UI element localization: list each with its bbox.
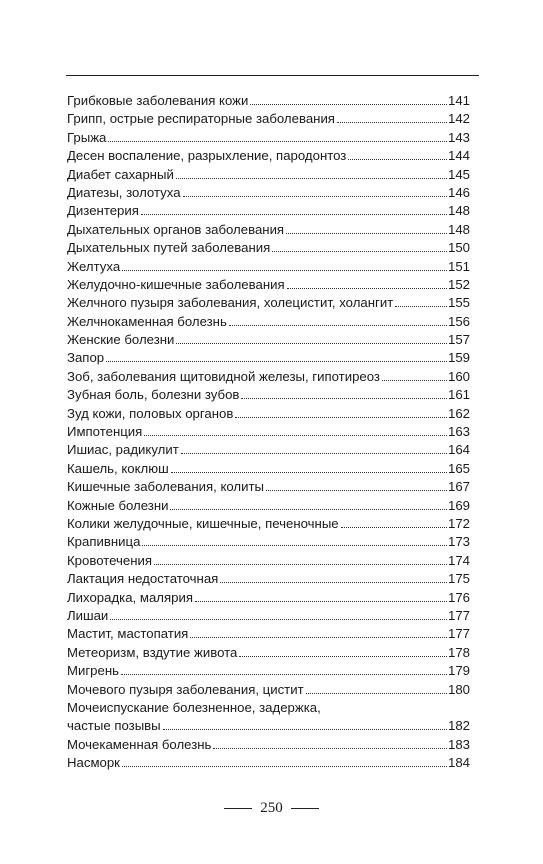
toc-entry-line bbox=[67, 405, 470, 423]
dot-leader bbox=[272, 242, 447, 252]
toc-entry-page: 184 bbox=[447, 755, 470, 771]
toc-entry-line bbox=[67, 552, 470, 570]
toc-entry-page: 155 bbox=[447, 295, 470, 311]
page-number: 250 bbox=[260, 800, 283, 816]
dot-leader bbox=[181, 444, 447, 454]
toc-entry-page: 182 bbox=[447, 718, 470, 734]
toc-entry bbox=[67, 313, 470, 331]
dot-leader bbox=[241, 389, 447, 399]
toc-entry-title: Зуд кожи, половых органов bbox=[67, 405, 234, 421]
dot-leader bbox=[286, 224, 447, 234]
toc-entry bbox=[67, 552, 470, 570]
toc-entry-title: Желудочно-кишечные заболевания bbox=[67, 276, 285, 292]
toc-entry-title: Метеоризм, вздутие живота bbox=[67, 644, 238, 660]
dot-leader bbox=[239, 647, 447, 657]
dot-leader bbox=[110, 610, 447, 620]
toc-entry-page: 173 bbox=[447, 534, 470, 550]
dot-leader bbox=[220, 573, 447, 583]
dot-leader bbox=[195, 592, 447, 602]
dot-leader bbox=[213, 739, 447, 749]
toc-entry-title: Желтуха bbox=[67, 258, 121, 274]
footer-dash-left bbox=[224, 808, 252, 809]
toc-entry-line bbox=[67, 276, 470, 294]
toc-entry-line bbox=[67, 736, 470, 754]
toc-entry-title: Мочеиспускание болезненное, задержка, bbox=[67, 699, 321, 715]
toc-entry bbox=[67, 625, 470, 643]
toc-entry-title: Кожные болезни bbox=[67, 497, 169, 513]
toc-entry-title: Кровотечения bbox=[67, 552, 153, 568]
toc-entry-page: 144 bbox=[447, 148, 470, 164]
toc-entry bbox=[67, 221, 470, 239]
toc-entry bbox=[67, 129, 470, 147]
toc-entry bbox=[67, 166, 470, 184]
dot-leader bbox=[229, 316, 447, 326]
toc-entry bbox=[67, 460, 470, 478]
dot-leader bbox=[163, 720, 447, 730]
dot-leader bbox=[171, 463, 447, 473]
toc-entry-page: 150 bbox=[447, 240, 470, 256]
toc-entry-line bbox=[67, 754, 470, 772]
dot-leader bbox=[108, 132, 447, 142]
toc-entry-title: Колики желудочные, кишечные, печеночные bbox=[67, 515, 339, 531]
toc-entry-line bbox=[67, 662, 470, 680]
toc-entry-title: Ишиас, радикулит bbox=[67, 442, 179, 458]
toc-entry-page: 161 bbox=[447, 387, 470, 403]
toc-entry-line bbox=[67, 386, 470, 404]
toc-entry-page: 177 bbox=[447, 607, 470, 623]
toc-entry-page: 165 bbox=[447, 460, 470, 476]
toc-entry-page: 159 bbox=[447, 350, 470, 366]
page-footer bbox=[0, 800, 543, 817]
toc-entry-line bbox=[67, 717, 470, 735]
table-of-contents bbox=[67, 92, 470, 772]
toc-entry bbox=[67, 423, 470, 441]
toc-entry bbox=[67, 754, 470, 772]
toc-entry-title-continued: частые позывы bbox=[67, 718, 161, 734]
header-rule bbox=[66, 75, 479, 76]
toc-entry bbox=[67, 184, 470, 202]
dot-leader bbox=[170, 500, 447, 510]
toc-entry-page: 167 bbox=[447, 479, 470, 495]
toc-entry-line bbox=[67, 460, 470, 478]
toc-entry-line bbox=[67, 147, 470, 165]
dot-leader bbox=[141, 205, 447, 215]
toc-entry-line bbox=[67, 681, 470, 699]
toc-entry-title: Дизентерия bbox=[67, 203, 139, 219]
toc-entry-page: 146 bbox=[447, 184, 470, 200]
toc-entry-line bbox=[67, 515, 470, 533]
toc-entry-line bbox=[67, 313, 470, 331]
toc-entry-title: Мочекаменная болезнь bbox=[67, 736, 212, 752]
toc-entry bbox=[67, 331, 470, 349]
toc-entry-page: 180 bbox=[447, 681, 470, 697]
toc-entry-title: Грипп, острые респираторные заболевания bbox=[67, 111, 335, 127]
toc-entry bbox=[67, 736, 470, 754]
toc-entry bbox=[67, 515, 470, 533]
toc-entry-title: Зубная боль, болезни зубов bbox=[67, 387, 240, 403]
toc-entry-line bbox=[67, 110, 470, 128]
toc-entry-page: 162 bbox=[447, 405, 470, 421]
toc-entry bbox=[67, 497, 470, 515]
toc-entry-page: 163 bbox=[447, 424, 470, 440]
toc-entry bbox=[67, 349, 470, 367]
toc-entry-page: 174 bbox=[447, 552, 470, 568]
toc-entry bbox=[67, 570, 470, 588]
toc-entry-line bbox=[67, 644, 470, 662]
toc-entry-line bbox=[67, 607, 470, 625]
toc-entry-page: 148 bbox=[447, 203, 470, 219]
toc-entry-line bbox=[67, 92, 470, 110]
toc-entry-title: Мигрень bbox=[67, 663, 119, 679]
toc-entry-title: Импотенция bbox=[67, 424, 143, 440]
toc-entry-line bbox=[67, 570, 470, 588]
dot-leader bbox=[121, 665, 447, 675]
toc-entry-page: 143 bbox=[447, 129, 470, 145]
toc-entry-title: Насморк bbox=[67, 755, 120, 771]
dot-leader bbox=[122, 757, 447, 767]
toc-entry-title: Кашель, коклюш bbox=[67, 460, 169, 476]
toc-entry-page: 183 bbox=[447, 736, 470, 752]
toc-entry bbox=[67, 239, 470, 257]
toc-entry bbox=[67, 699, 470, 736]
toc-entry-title: Диатезы, золотуха bbox=[67, 184, 181, 200]
toc-entry-title: Грибковые заболевания кожи bbox=[67, 93, 249, 108]
footer-dash-right bbox=[291, 808, 319, 809]
toc-entry bbox=[67, 92, 470, 110]
toc-entry bbox=[67, 258, 470, 276]
dot-leader bbox=[382, 371, 447, 381]
toc-entry-line bbox=[67, 441, 470, 459]
toc-entry bbox=[67, 533, 470, 551]
toc-entry-page: 152 bbox=[447, 276, 470, 292]
toc-entry-line bbox=[67, 129, 470, 147]
dot-leader bbox=[106, 352, 447, 362]
toc-entry-title: Грыжа bbox=[67, 129, 107, 145]
toc-entry-line bbox=[67, 589, 470, 607]
toc-entry bbox=[67, 478, 470, 496]
toc-entry-title: Крапивница bbox=[67, 534, 141, 550]
toc-entry-title: Мочевого пузыря заболевания, цистит bbox=[67, 681, 304, 697]
dot-leader bbox=[337, 113, 447, 123]
toc-entry bbox=[67, 294, 470, 312]
toc-entry-line bbox=[67, 478, 470, 496]
toc-entry bbox=[67, 202, 470, 220]
toc-entry-title: Лишаи bbox=[67, 607, 109, 623]
dot-leader bbox=[306, 684, 447, 694]
toc-entry-title: Диабет сахарный bbox=[67, 166, 174, 182]
toc-entry-line bbox=[67, 258, 470, 276]
toc-entry-page: 177 bbox=[447, 626, 470, 642]
toc-entry bbox=[67, 147, 470, 165]
dot-leader bbox=[235, 408, 447, 418]
toc-entry-line bbox=[67, 239, 470, 257]
toc-entry-page: 156 bbox=[447, 313, 470, 329]
toc-entry-line bbox=[67, 221, 470, 239]
toc-entry-title: Лактация недостаточная bbox=[67, 571, 219, 587]
toc-entry-title: Мастит, мастопатия bbox=[67, 626, 189, 642]
toc-entry-page: 172 bbox=[447, 515, 470, 531]
toc-entry-title: Дыхательных путей заболевания bbox=[67, 240, 271, 256]
toc-entry-page: 176 bbox=[447, 589, 470, 605]
dot-leader bbox=[154, 555, 447, 565]
toc-entry-page: 164 bbox=[447, 442, 470, 458]
dot-leader bbox=[341, 518, 447, 528]
toc-entry bbox=[67, 681, 470, 699]
toc-entry-line bbox=[67, 497, 470, 515]
toc-entry-line bbox=[67, 331, 470, 349]
toc-entry-title: Женские болезни bbox=[67, 332, 175, 348]
toc-entry-page: 157 bbox=[447, 332, 470, 348]
toc-entry-page: 178 bbox=[447, 644, 470, 660]
toc-entry-title: Дыхательных органов заболевания bbox=[67, 221, 285, 237]
dot-leader bbox=[142, 536, 447, 546]
toc-entry-page: 142 bbox=[447, 111, 470, 127]
toc-entry-line bbox=[67, 368, 470, 386]
dot-leader bbox=[348, 150, 447, 160]
toc-entry-line bbox=[67, 202, 470, 220]
toc-entry-title: Зоб, заболевания щитовидной железы, гипотиреоз bbox=[67, 368, 380, 384]
dot-leader bbox=[122, 261, 447, 271]
dot-leader bbox=[287, 279, 447, 289]
toc-entry bbox=[67, 386, 470, 404]
toc-entry bbox=[67, 405, 470, 423]
toc-entry bbox=[67, 441, 470, 459]
toc-entry bbox=[67, 589, 470, 607]
toc-entry-line bbox=[67, 349, 470, 367]
toc-entry-line bbox=[67, 184, 470, 202]
toc-entry-line bbox=[67, 294, 470, 312]
toc-entry-page: 175 bbox=[447, 571, 470, 587]
dot-leader bbox=[176, 169, 447, 179]
toc-entry bbox=[67, 276, 470, 294]
toc-entry-line bbox=[67, 166, 470, 184]
toc-entry-title: Лихорадка, малярия bbox=[67, 589, 193, 605]
toc-entry-line bbox=[67, 533, 470, 551]
toc-entry-page: 141 bbox=[447, 93, 470, 108]
toc-entry-line bbox=[67, 625, 470, 643]
toc-entry-page: 179 bbox=[447, 663, 470, 679]
toc-entry-page: 145 bbox=[447, 166, 470, 182]
dot-leader bbox=[395, 297, 447, 307]
toc-entry-title: Десен воспаление, разрыхление, пародонтоз bbox=[67, 148, 347, 164]
dot-leader bbox=[250, 95, 447, 105]
dot-leader bbox=[266, 481, 447, 491]
dot-leader bbox=[183, 187, 447, 197]
toc-entry-line bbox=[67, 423, 470, 441]
toc-entry bbox=[67, 110, 470, 128]
toc-entry-title: Желчнокаменная болезнь bbox=[67, 313, 227, 329]
toc-entry-title: Желчного пузыря заболевания, холецистит, холангит bbox=[67, 295, 394, 311]
toc-entry bbox=[67, 662, 470, 680]
toc-entry bbox=[67, 368, 470, 386]
toc-entry-page: 160 bbox=[447, 368, 470, 384]
toc-entry-page: 169 bbox=[447, 497, 470, 513]
dot-leader bbox=[190, 628, 447, 638]
toc-entry bbox=[67, 644, 470, 662]
toc-entry-title: Запор bbox=[67, 350, 105, 366]
toc-entry bbox=[67, 607, 470, 625]
toc-entry-title: Кишечные заболевания, колиты bbox=[67, 479, 265, 495]
toc-entry-page: 148 bbox=[447, 221, 470, 237]
dot-leader bbox=[176, 334, 447, 344]
dot-leader bbox=[144, 426, 447, 436]
toc-entry-page: 151 bbox=[447, 258, 470, 274]
